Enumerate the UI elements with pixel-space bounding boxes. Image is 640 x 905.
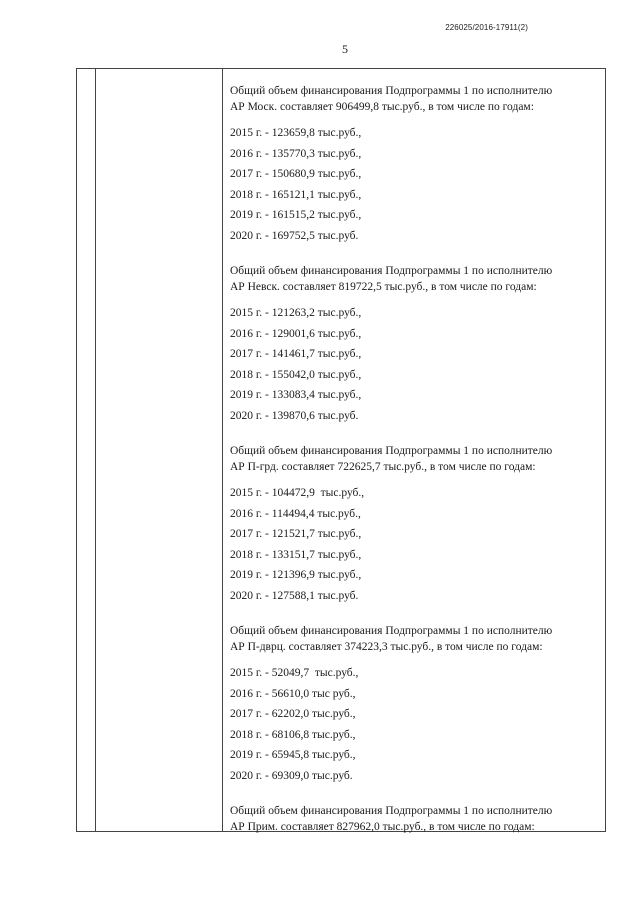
year-line: 2020 г. - 69309,0 тыс.руб. <box>230 769 353 782</box>
section-heading <box>230 83 600 115</box>
heading-line: АР П-дврц. составляет 374223,3 тыс.руб., в том числе по годам: <box>230 641 543 653</box>
section-heading <box>230 803 600 835</box>
year-line: 2020 г. - 139870,6 тыс.руб. <box>230 409 359 422</box>
section-ar-p-grd <box>230 443 600 608</box>
year-line: 2017 г. - 141461,7 тыс.руб., <box>230 348 362 360</box>
heading-line: Общий объем финансирования Подпрограммы 1 по исполнителю <box>230 805 553 817</box>
year-line: 2015 г. - 123659,8 тыс.руб., <box>230 127 362 139</box>
year-line: 2015 г. - 121263,2 тыс.руб., <box>230 307 362 319</box>
year-line: 2019 г. - 121396,9 тыс.руб., <box>230 569 362 581</box>
year-line: 2017 г. - 121521,7 тыс.руб., <box>230 528 362 540</box>
heading-line: Общий объем финансирования Подпрограммы 1 по исполнителю <box>230 625 553 637</box>
document-id: 226025/2016-17911(2) <box>445 23 528 32</box>
year-line: 2017 г. - 62202,0 тыс.руб., <box>230 708 356 720</box>
year-line: 2020 г. - 169752,5 тыс.руб. <box>230 229 359 242</box>
section-heading <box>230 263 600 295</box>
section-heading <box>230 443 600 475</box>
column-divider-2 <box>222 69 223 831</box>
column-divider-1 <box>95 69 96 831</box>
page-number: 5 <box>342 42 348 56</box>
section-ar-nevsk <box>230 263 600 428</box>
heading-line: Общий объем финансирования Подпрограммы 1 по исполнителю <box>230 85 553 97</box>
section-ar-p-dvrts <box>230 623 600 788</box>
year-line: 2020 г. - 127588,1 тыс.руб. <box>230 589 359 602</box>
year-line: 2018 г. - 133151,7 тыс.руб., <box>230 548 362 561</box>
financing-text-cell <box>230 83 600 850</box>
year-line: 2016 г. - 129001,6 тыс.руб., <box>230 327 362 340</box>
heading-line: АР Моск. составляет 906499,8 тыс.руб., в том числе по годам: <box>230 101 534 113</box>
year-line: 2016 г. - 135770,3 тыс.руб., <box>230 147 362 160</box>
year-line: 2018 г. - 68106,8 тыс.руб., <box>230 728 356 741</box>
section-heading <box>230 623 600 655</box>
section-ar-mosk <box>230 83 600 248</box>
section-ar-prim <box>230 803 600 835</box>
heading-line: АР Невск. составляет 819722,5 тыс.руб., в том числе по годам: <box>230 281 537 293</box>
year-line: 2016 г. - 114494,4 тыс.руб., <box>230 507 361 520</box>
year-line: 2017 г. - 150680,9 тыс.руб., <box>230 168 362 180</box>
year-line: 2016 г. - 56610,0 тыс руб., <box>230 687 356 700</box>
year-line: 2018 г. - 165121,1 тыс.руб., <box>230 188 362 201</box>
heading-line: Общий объем финансирования Подпрограммы 1 по исполнителю <box>230 445 553 457</box>
year-line: 2018 г. - 155042,0 тыс.руб., <box>230 368 362 381</box>
year-line: 2015 г. - 104472,9 тыс.руб., <box>230 487 365 499</box>
heading-line: АР П-грд. составляет 722625,7 тыс.руб., в том числе по годам: <box>230 461 536 473</box>
table-frame <box>76 68 606 832</box>
year-line: 2019 г. - 65945,8 тыс.руб., <box>230 749 356 761</box>
year-line: 2015 г. - 52049,7 тыс.руб., <box>230 667 359 679</box>
year-line: 2019 г. - 161515,2 тыс.руб., <box>230 209 362 221</box>
heading-line: АР Прим. составляет 827962,0 тыс.руб., в том числе по годам: <box>230 821 535 833</box>
heading-line: Общий объем финансирования Подпрограммы 1 по исполнителю <box>230 265 553 277</box>
year-line: 2019 г. - 133083,4 тыс.руб., <box>230 389 362 401</box>
